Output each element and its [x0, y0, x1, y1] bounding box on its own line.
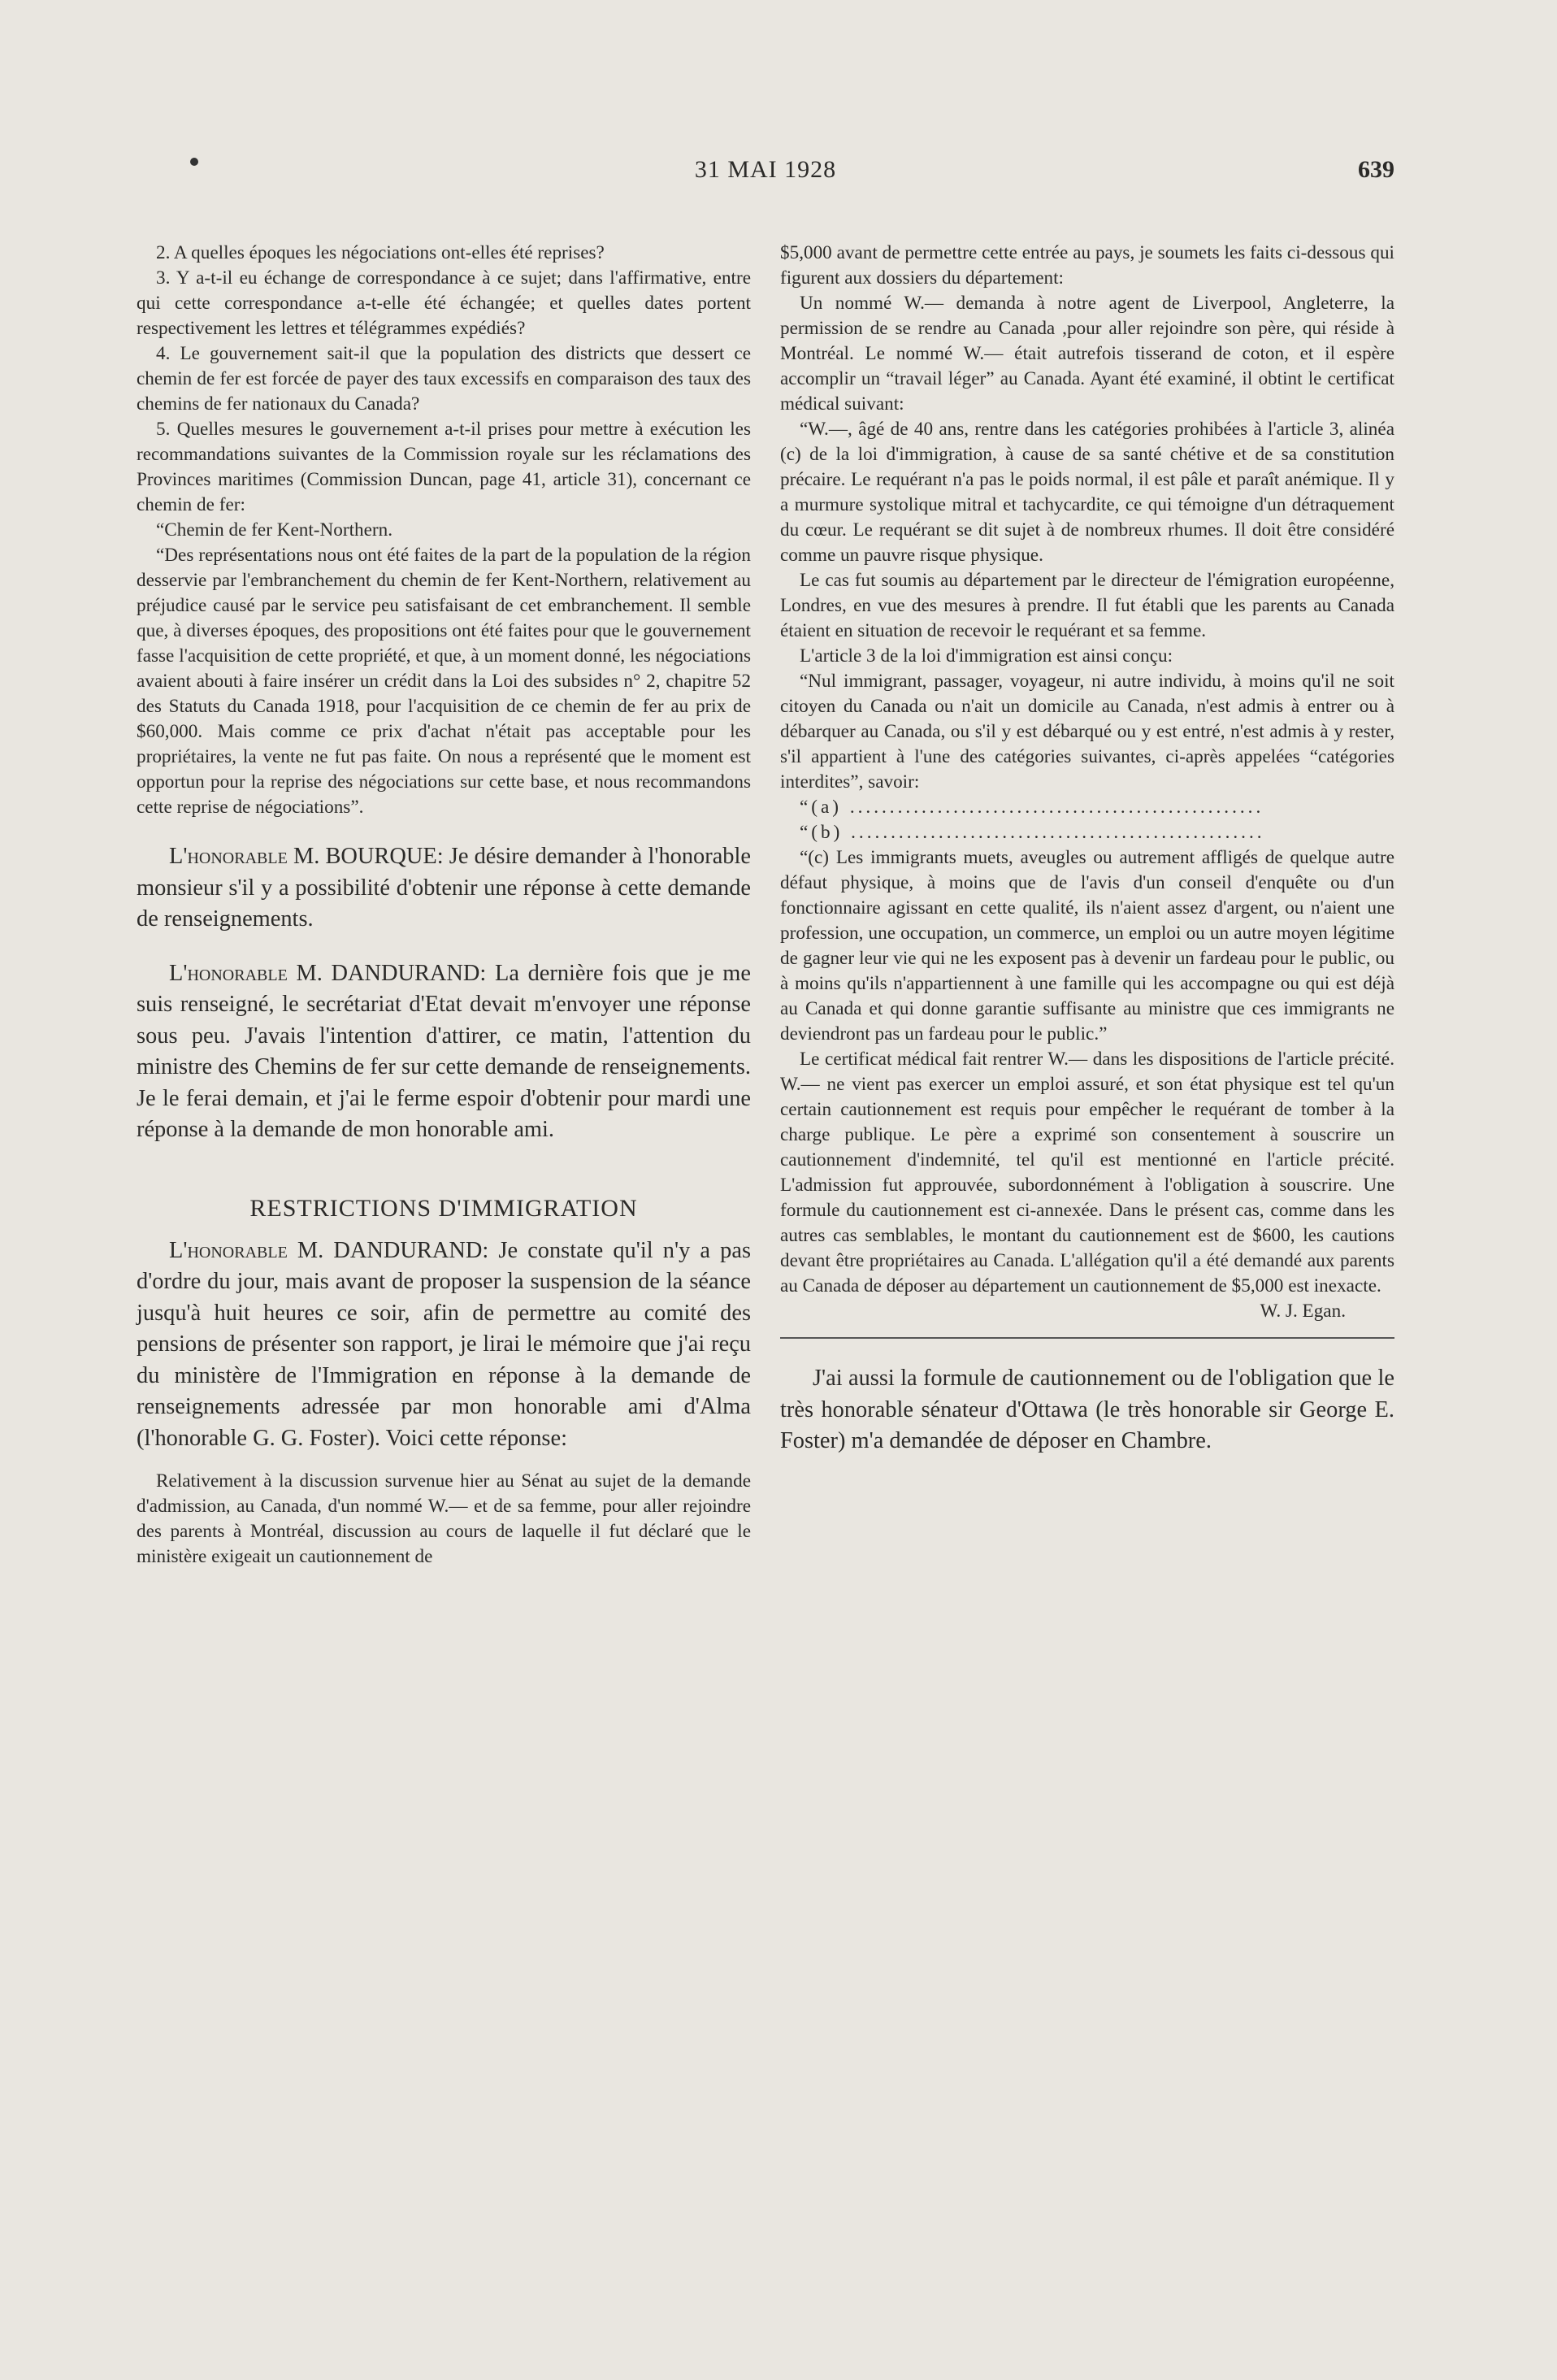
questions-block — [137, 241, 751, 820]
closing-paragraph: J'ai aussi la formule de cautionnement ou de l'obligation que le très honorable sénateur d'Ottawa (le très honorable sir George E. Foster) m'a demandée de déposer en Chambre. — [780, 1366, 1394, 1453]
speech-text: Je constate qu'il n'y a pas d'ordre du jour, mais avant de proposer la suspension de la séance jusqu'à huit heures ce soir, afin de permettre au comité des pensions de présenter son rapport, je lirai le mémoire que j'ai reçu du ministère de l'Immigration en réponse à la demande de renseignements adressée par mon honorable ami d'Alma (l'honorable G. G. Foster). Voici cette réponse: — [137, 1237, 751, 1451]
page-header — [137, 156, 1394, 192]
speaker-name: L'honorable M. DANDURAND: — [169, 1237, 489, 1263]
paragraph-final: Le certificat médical fait rentrer W.— dans les dispositions de l'article précité. W.— ne vient pas exercer un emploi assuré, et son état physique est tel qu'un certain cautionnement est requis pour empêcher le requérant de tomber à la charge publique. Le père a exprimé son consentement à souscrire un cautionnement d'indemnité, tel qu'il est mentionné en l'article précité. L'admission fut approuvée, subordonnément à l'obligation à souscrire. Une formule du cautionnement est ci-annexée. Dans le présent cas, comme dans les autres cas semblables, le montant du cautionnement est de $600, les cautions devant être propriétaires au Canada. L'allégation qu'il a été demandé aux parents au Canada de déposer au département un cautionnement de $5,000 est inexacte. — [780, 1049, 1394, 1296]
memo-continuation: $5,000 avant de permettre cette entrée au pays, je soumets les faits ci-dessous qui figurent aux dossiers du département: — [780, 242, 1394, 289]
right-column — [780, 241, 1394, 1457]
divider-rule — [780, 1337, 1394, 1339]
memo-start: Relativement à la discussion survenue hier au Sénat au sujet de la demande d'admission, au Canada, d'un nommé W.— et de sa femme, pour aller rejoindre des parents à Montréal, discussion au cours de laquelle il fut déclaré que le ministère exigeait un cautionnement de — [137, 1470, 751, 1567]
speech-text: La dernière fois que je me suis renseigné, le secrétariat d'Etat devait m'envoyer une réponse sous peu. J'avais l'intention d'attirer, ce matin, l'attention du ministre des Chemins de fer sur cette demande de renseignements. Je le ferai demain, et j'ai le ferme espoir d'obtenir pour mardi une réponse à la demande de mon honorable ami. — [137, 960, 751, 1142]
memo-continued — [780, 241, 1394, 1324]
signature: W. J. Egan. — [1260, 1301, 1346, 1322]
question-2: 2. A quelles époques les négociations ont-elles été reprises? — [156, 242, 605, 263]
speaker-name: L'honorable M. BOURQUE: — [169, 844, 444, 869]
section-heading: RESTRICTIONS D'IMMIGRATION — [249, 1194, 638, 1222]
item-c: “(c) Les immigrants muets, aveugles ou autrement affligés de quelque autre défaut physique, à moins que de l'avis d'un conseil d'enquête ou d'un fonctionnaire agissant en cette qualité, ils n'aient assez d'argent, ou n'aient une profession, une occupation, un commerce, un emploi ou un autre moyen légitime de gagner leur vie qui ne les exposent pas à devenir un fardeau pour le public, ou à moins qu'ils n'appartiennent à une famille qui les accompagne ou qui est déjà au Canada et qui donne garantie suffisante au ministre que ces immigrants ne deviendront pas un fardeau pour le public.” — [780, 847, 1394, 1045]
item-b: “(b) .................................................... — [800, 822, 1265, 843]
quote-title: “Chemin de fer Kent-Northern. — [156, 519, 393, 541]
speech-dandurand-1 — [137, 958, 751, 1146]
question-3: 3. Y a-t-il eu échange de correspondance à ce sujet; dans l'affirmative, entre qui cette correspondance a-t-elle été échangée; et quelles dates portent respectivement les lettres et télégrammes expédiés? — [137, 267, 751, 339]
speaker-name: L'honorable M. DANDURAND: — [169, 960, 487, 986]
paragraph-case: Le cas fut soumis au département par le directeur de l'émigration européenne, Londres, en vue des mesures à prendre. Il fut établi que les parents au Canada étaient en situation de recevoir le requérant et sa femme. — [780, 570, 1394, 641]
left-column — [137, 241, 751, 1570]
speech-dandurand-2 — [137, 1236, 751, 1455]
paragraph-certificate: “W.—, âgé de 40 ans, rentre dans les catégories prohibées à l'article 3, alinéa (c) de la loi d'immigration, à cause de sa santé chétive et de sa constitution précaire. Le requérant n'a pas le poids normal, il est pâle et paraît anémique. Il y a murmure systolique mitral et tachycardite, ce qui témoigne d'un détraquement du cœur. Le requérant se dit sujet à de nombreux rhumes. Il doit être considéré comme un pauvre risque physique. — [780, 419, 1394, 566]
question-4: 4. Le gouvernement sait-il que la population des districts que dessert ce chemin de fer est forcée de payer des taux excessifs en comparaison des taux des chemins de fer nationaux du Canada? — [137, 343, 751, 415]
speech-bourque — [137, 841, 751, 936]
paragraph-w: Un nommé W.— demanda à notre agent de Liverpool, Angleterre, la permission de se rendre au Canada ,pour aller rejoindre son père, qui réside à Montréal. Le nommé W.— était autrefois tisserand de coton, et il espère accomplir un “travail léger” au Canada. Ayant été examiné, il obtint le certificat médical suivant: — [780, 293, 1394, 415]
item-a: “(a) .................................................... — [800, 797, 1264, 818]
header-date: 31 MAI 1928 — [694, 156, 837, 183]
speeches-block — [137, 841, 751, 1146]
question-5: 5. Quelles mesures le gouvernement a-t-il prises pour mettre à exécution les recommandations suivantes de la Commission royale sur les réclamations des Provinces maritimes (Commission Duncan, page 41, article 31), concernant ce chemin de fer: — [137, 419, 751, 515]
quote-body: “Des représentations nous ont été faites de la part de la population de la région desservie par l'embranchement du chemin de fer Kent-Northern, relativement au préjudice causé par le service peu satisfaisant de cet embranchement. Il semble que, à diverses époques, des propositions ont été faites pour que le gouvernement fasse l'acquisition de cette propriété, et que, à un moment donné, les négociations avaient abouti à faire insérer un crédit dans la Loi des subsides n° 2, chapitre 52 des Statuts du Canada 1918, pour l'acquisition de ce chemin de fer au prix de $60,000. Mais comme ce prix d'achat n'était pas acceptable pour les propriétaires, la vente ne fut pas faite. On nous a représenté que le moment est opportun pour la reprise des négociations sur cette base, et nous recommandons cette reprise de négociations”. — [137, 545, 751, 818]
paragraph-article-3: L'article 3 de la loi d'immigration est ainsi conçu: — [800, 645, 1173, 667]
closing-block — [780, 1363, 1394, 1457]
page-number: 639 — [1358, 156, 1394, 183]
speech-text: Je désire demander à l'honorable monsieur s'il y a possibilité d'obtenir une réponse à cette demande de renseignements. — [137, 844, 751, 932]
memo-block — [137, 1469, 751, 1570]
paragraph-nul-immigrant: “Nul immigrant, passager, voyageur, ni autre individu, à moins qu'il ne soit citoyen du Canada ou n'ait un domicile au Canada, n'est admis à entrer ou à débarquer au Canada, ou s'il y est débarqué ou y est entré, n'est admis à y rester, s'il appartient à l'une des catégories suivantes, ci-après appelées “catégories interdites”, savoir: — [780, 671, 1394, 793]
speeches-block-2 — [137, 1236, 751, 1455]
